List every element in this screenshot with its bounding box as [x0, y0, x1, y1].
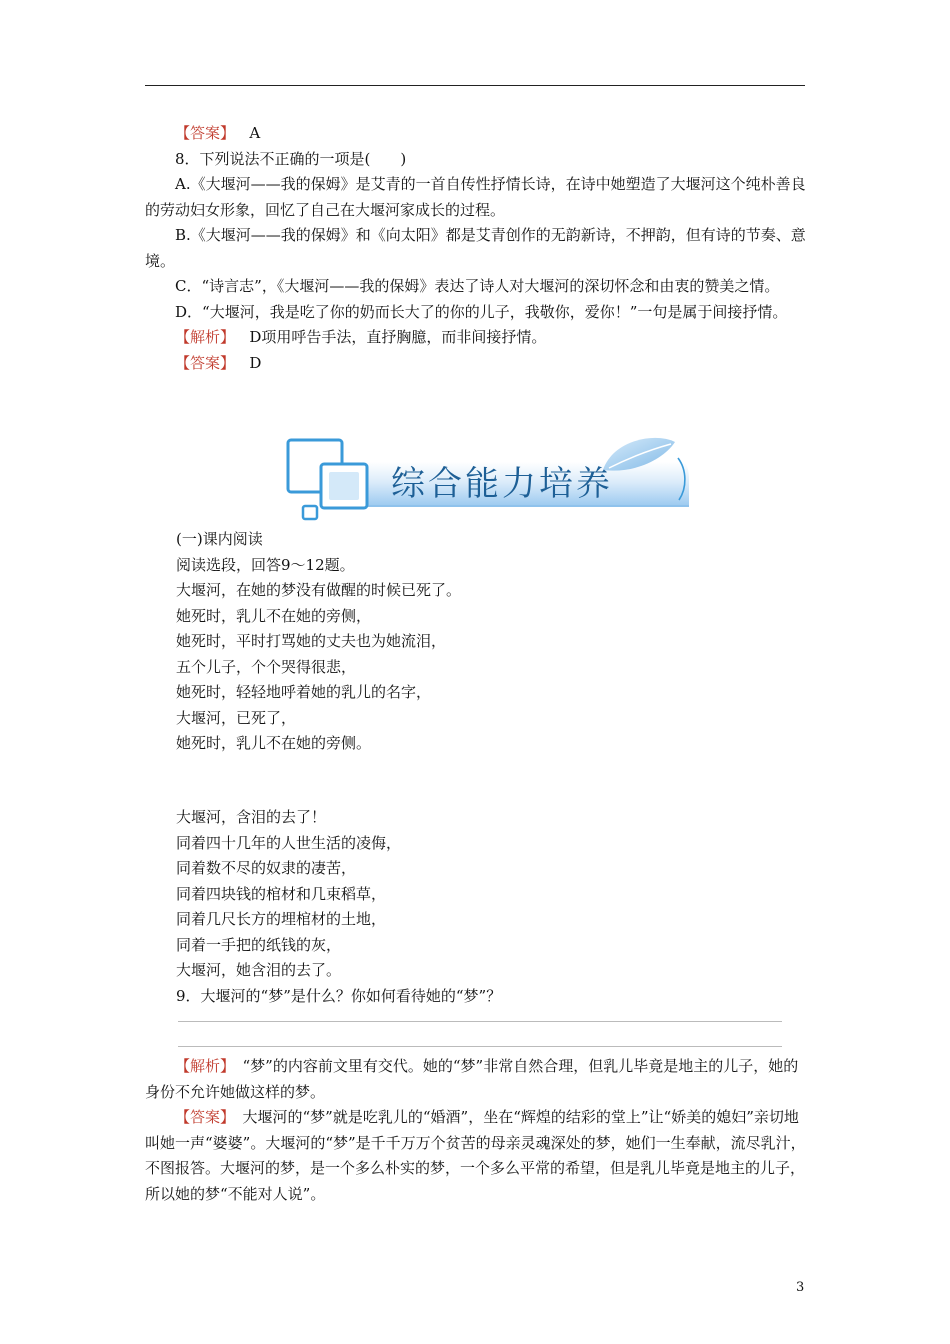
q9-stem: 9．大堰河的“梦”是什么？你如何看待她的“梦”？ — [176, 986, 502, 1005]
poem-line: 大堰河，含泪的去了！ — [176, 808, 327, 826]
poem-stanza-2 — [176, 805, 501, 1009]
question-8-block — [145, 121, 807, 376]
banner-title: 综合能力培养 — [391, 464, 613, 504]
analysis-text: “梦”的内容前文里有交代。她的“梦”非常自然合理，但乳儿毕竟是地主的儿子，她的身份不允许她做这样的梦。 — [145, 1057, 799, 1101]
answer-text: A — [249, 124, 261, 142]
analysis-text: D项用呼告手法，直抒胸臆，而非间接抒情。 — [249, 328, 547, 346]
analysis-tag: 【解析】 — [175, 1057, 228, 1075]
section-intro — [176, 527, 838, 578]
answer-text: 大堰河的“梦”就是吃乳儿的“婚酒”，坐在“辉煌的结彩的堂上”让“娇美的媳妇”亲切地叫她一声“婆婆”。大堰河的“梦”是千千万万个贫苦的母亲灵魂深处的梦，她们一生奉献，流尽乳汁，不图报答。大堰河的梦，是一个多么朴实的梦，一个多么平常的希望，但是乳儿毕竟是地主的儿子，所以她的梦“不能对人说”。 — [145, 1108, 806, 1203]
q8-option-d: D．“大堰河，我是吃了你的奶而长大了的你的儿子，我敬你，爱你！”一句是属于间接抒情。 — [175, 302, 788, 321]
q9-answer-para — [145, 1105, 807, 1207]
q8-option-c: C．“诗言志”，《大堰河——我的保姆》表达了诗人对大堰河的深切怀念和由衷的赞美之情。 — [175, 277, 780, 295]
poem-line: 她死时，乳儿不在她的旁侧， — [176, 606, 372, 625]
poem-line: 大堰河，在她的梦没有做醒的时候已死了。 — [176, 581, 462, 599]
q9-explanation — [145, 1054, 807, 1207]
answer-text: D — [249, 353, 262, 372]
answer-tag: 【答案】 — [175, 124, 236, 142]
q9-analysis-para — [145, 1054, 807, 1105]
analysis-tag: 【解析】 — [175, 328, 236, 346]
q7-answer-line — [175, 121, 807, 147]
answer-tag: 【答案】 — [175, 1108, 228, 1126]
poem-line: 她死时，轻轻地呼着她的乳儿的名字， — [176, 683, 432, 701]
answer-tag: 【答案】 — [175, 353, 236, 372]
section-instruction: 阅读选段，回答9～12题。 — [176, 555, 355, 574]
poem-line: 同着几尺长方的埋棺材的土地， — [176, 910, 387, 928]
squares-icon — [288, 440, 367, 519]
poem-line: 大堰河，已死了， — [176, 708, 297, 727]
poem-line: 她死时，平时打骂她的丈夫也为她流泪， — [176, 632, 447, 650]
q8-answer-line — [175, 351, 807, 377]
poem-line: 五个儿子，个个哭得很悲， — [176, 657, 357, 676]
poem-line: 同着四块钱的棺材和几束稻草， — [176, 884, 387, 903]
q8-option-a: A.《大堰河——我的保姆》是艾青的一首自传性抒情长诗，在诗中她塑造了大堰河这个纯朴善良的劳动妇女形象，回忆了自己在大堰河家成长的过程。 — [145, 175, 806, 219]
poem-line: 大堰河，她含泪的去了。 — [176, 961, 342, 979]
q8-option-b: B.《大堰河——我的保姆》和《向太阳》都是艾青创作的无韵新诗，不押韵，但有诗的节奏、意境。 — [145, 226, 806, 270]
poem-line: 她死时，乳儿不在她的旁侧。 — [176, 734, 372, 752]
answer-blank-line — [178, 1021, 782, 1022]
poem-line: 同着四十几年的人世生活的凌侮， — [176, 833, 402, 852]
answer-blank-line — [178, 1046, 782, 1047]
poem-line: 同着数不尽的奴隶的凄苦， — [176, 859, 357, 877]
q8-stem: 8．下列说法不正确的一项是( ) — [175, 149, 407, 168]
poem-stanza-1 — [176, 578, 461, 757]
section-banner — [283, 430, 695, 522]
q8-analysis-line — [175, 325, 807, 351]
header-rule — [145, 85, 805, 86]
section-heading: (一)课内阅读 — [176, 530, 263, 548]
poem-line: 同着一手把的纸钱的灰， — [176, 935, 342, 954]
page-number: 3 — [796, 1280, 805, 1295]
